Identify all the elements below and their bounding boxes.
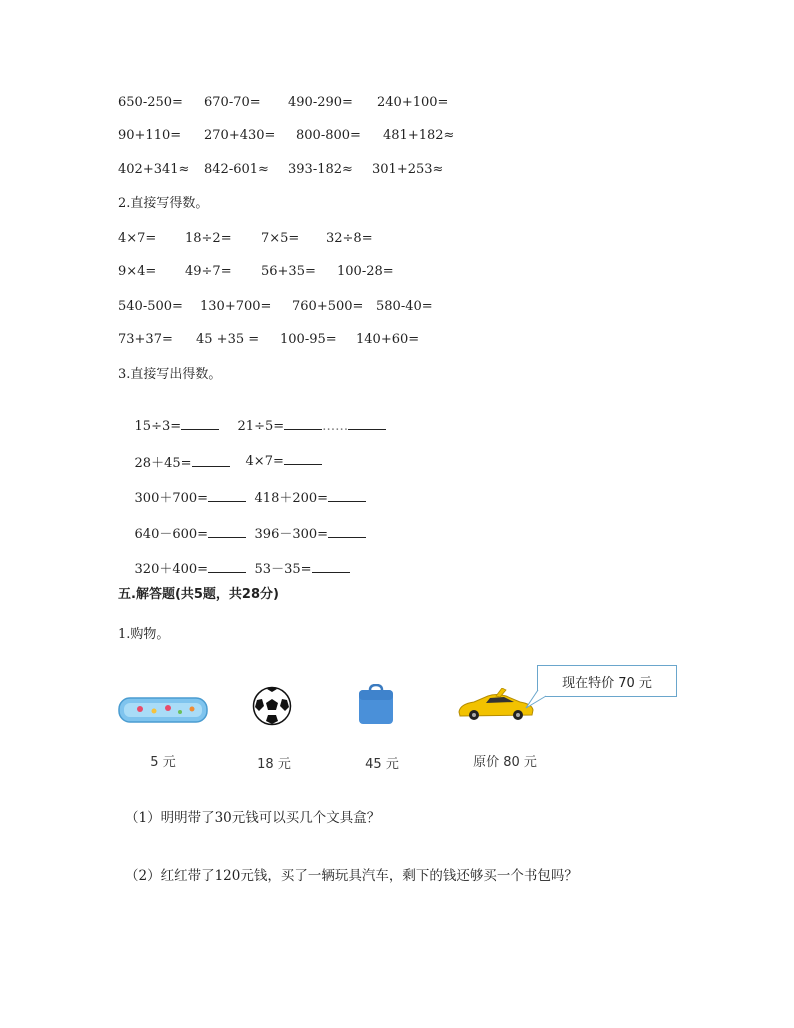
- special-price-callout: [537, 665, 677, 697]
- remainder-blank[interactable]: [348, 417, 386, 430]
- fill-blank-prompt: 4×7=: [245, 454, 284, 469]
- calc-item: 670-70=: [204, 95, 261, 110]
- calc-item: 240+100=: [377, 95, 449, 110]
- fill-blank-prompt: 53－35=: [254, 562, 312, 577]
- answer-blank[interactable]: [284, 452, 322, 465]
- calc-item: 270+430=: [204, 128, 276, 143]
- question-2-title: 2.直接写得数。: [118, 196, 209, 211]
- callout-text: 现在特价 70 元: [562, 675, 652, 691]
- question-3-title: 3.直接写出得数。: [118, 367, 222, 382]
- calc-item: 301+253≈: [372, 162, 444, 177]
- price-label: 18 元: [257, 757, 291, 772]
- calc-item: 4×7=: [118, 231, 157, 246]
- section-heading: 五.解答题(共5题，共28分): [118, 587, 279, 602]
- answer-blank[interactable]: [328, 489, 366, 502]
- calc-item: 130+700=: [200, 299, 272, 314]
- calc-item: 100-95=: [280, 332, 337, 347]
- calc-item: 490-290=: [288, 95, 353, 110]
- fill-blank-prompt: 21÷5=: [237, 419, 285, 434]
- calc-item: 100-28=: [337, 264, 394, 279]
- question-1-title: 1.购物。: [118, 627, 170, 642]
- calc-item: 7×5=: [261, 231, 300, 246]
- fill-blank-prompt: 15÷3=: [134, 419, 182, 434]
- sub-question-1: （1）明明带了30元钱可以买几个文具盒？: [125, 810, 381, 826]
- calc-item: 481+182≈: [383, 128, 455, 143]
- calc-item: 18÷2=: [185, 231, 232, 246]
- calc-item: 800-800=: [296, 128, 361, 143]
- answer-blank[interactable]: [284, 417, 322, 430]
- price-label: 45 元: [365, 757, 399, 772]
- calc-item: 842-601≈: [204, 162, 269, 177]
- calc-item: 9×4=: [118, 264, 157, 279]
- fill-blank-prompt: 418＋200=: [254, 491, 329, 506]
- calc-item: 73+37=: [118, 332, 173, 347]
- soccer-ball-image: [252, 686, 292, 726]
- calc-item: 90+110=: [118, 128, 182, 143]
- calc-item: 56+35=: [261, 264, 316, 279]
- fill-blank-prompt: 28＋45=: [134, 456, 192, 471]
- price-label: 原价 80 元: [473, 755, 537, 770]
- calc-item: 393-182≈: [288, 162, 353, 177]
- answer-blank[interactable]: [192, 454, 230, 467]
- answer-blank[interactable]: [328, 525, 366, 538]
- answer-blank[interactable]: [181, 417, 219, 430]
- answer-blank[interactable]: [312, 560, 350, 573]
- price-label: 5 元: [150, 755, 176, 770]
- schoolbag-image: [357, 684, 395, 726]
- calc-item: 760+500=: [292, 299, 364, 314]
- calc-item: 540-500=: [118, 299, 183, 314]
- sub-question-2: （2）红红带了120元钱，买了一辆玩具汽车，剩下的钱还够买一个书包吗？: [125, 868, 578, 884]
- calc-item: 45 +35 =: [196, 332, 260, 347]
- calc-item: 580-40=: [376, 299, 433, 314]
- calc-item: 650-250=: [118, 95, 183, 110]
- fill-blank-prompt: 300＋700=: [134, 491, 209, 506]
- calc-item: 402+341≈: [118, 162, 190, 177]
- callout-pointer: [524, 690, 548, 710]
- fill-blank-prompt: 320＋400=: [134, 562, 209, 577]
- remainder-dots: ……: [322, 419, 349, 434]
- calc-item: 49÷7=: [185, 264, 232, 279]
- calc-item: 140+60=: [356, 332, 420, 347]
- fill-blank-prompt: 640－600=: [134, 527, 209, 542]
- pencil-case-image: [118, 694, 208, 726]
- calc-item: 32÷8=: [326, 231, 373, 246]
- fill-blank-prompt: 396－300=: [254, 527, 329, 542]
